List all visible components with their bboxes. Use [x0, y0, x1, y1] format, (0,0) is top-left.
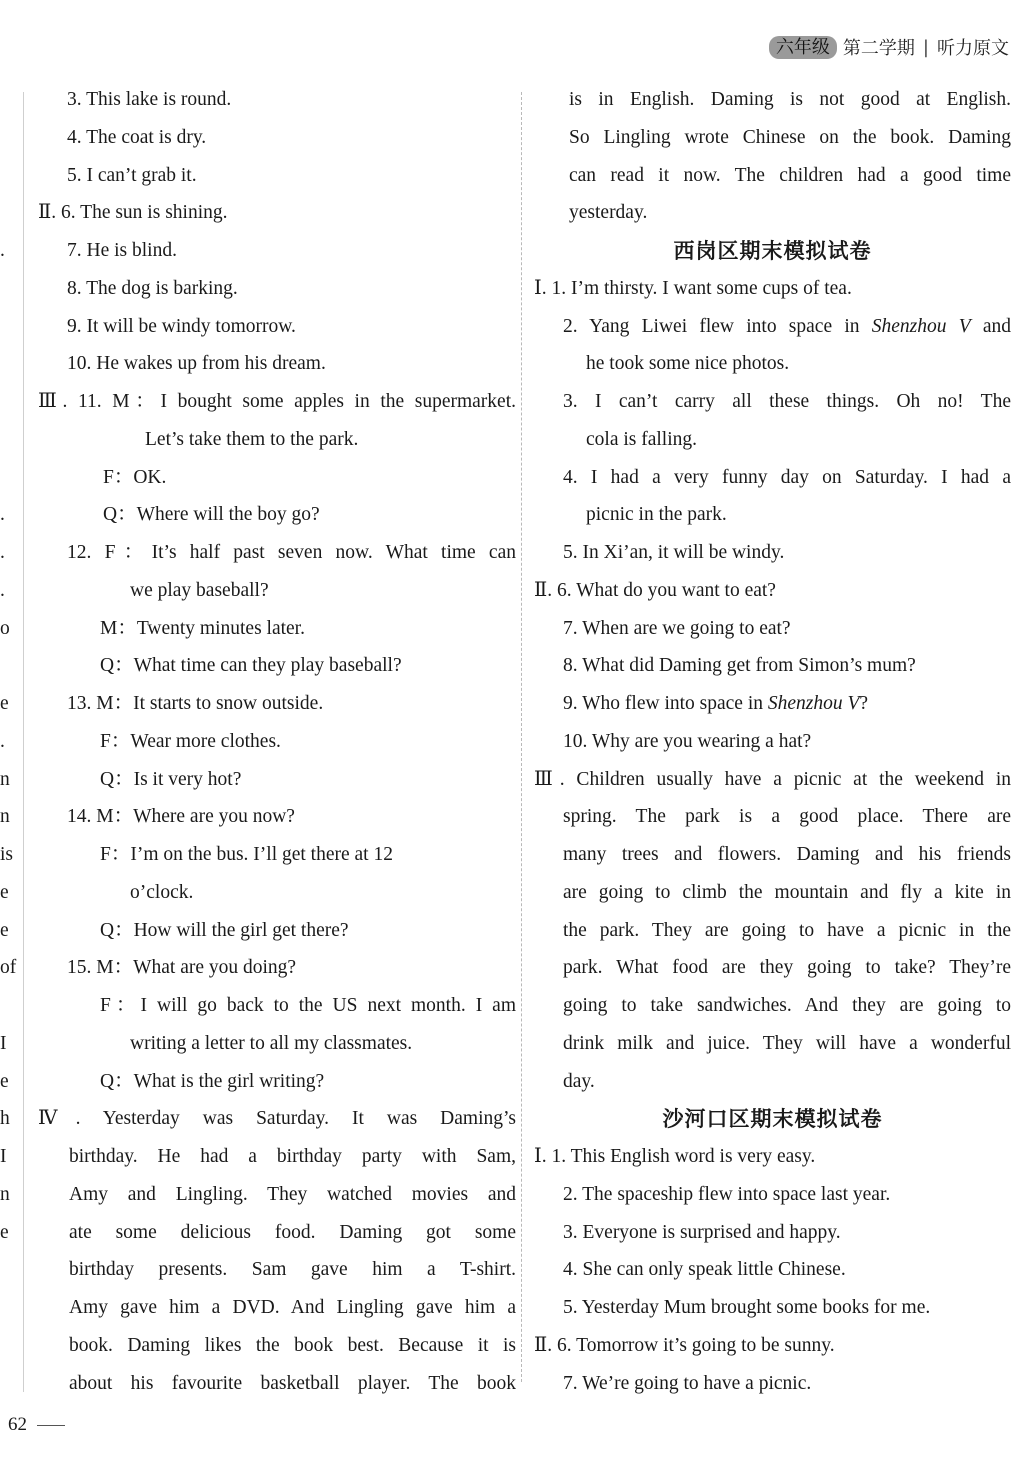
line-text [67, 685, 323, 723]
text-line [534, 685, 1011, 723]
text-line [38, 1365, 516, 1403]
edge-fragment [0, 308, 14, 346]
term-label: 第二学期 [842, 38, 915, 59]
edge-fragment [0, 194, 14, 232]
line-text [67, 949, 296, 987]
line-text-main: 8. What did Daming get from Simon’s mum? [563, 655, 916, 677]
text-line [534, 81, 1011, 119]
edge-fragment: of [0, 957, 17, 979]
line-text [569, 194, 647, 232]
line-text-main: Amy and Lingling. They watched movies and [69, 1183, 516, 1205]
previous-page-edge-fragments [0, 81, 17, 1327]
text-line [534, 270, 1011, 308]
line-text [563, 383, 1011, 421]
line-text [563, 798, 1011, 836]
line-text-main: 9. It will be windy tomorrow. [67, 315, 296, 337]
edge-fragment: o [0, 617, 10, 639]
text-line [38, 572, 516, 610]
line-text [130, 1025, 412, 1063]
line-text [563, 1176, 890, 1214]
line-text [569, 119, 1011, 157]
text-line [38, 421, 516, 459]
line-text [563, 610, 791, 648]
edge-fragment: . [0, 240, 5, 261]
text-line [534, 194, 1011, 232]
edge-fragment [0, 345, 14, 383]
line-text [38, 194, 228, 232]
line-text [100, 836, 393, 874]
column-divider [521, 92, 522, 1382]
line-text [67, 798, 295, 836]
line-text [563, 647, 916, 685]
line-text [67, 308, 296, 346]
line-text [100, 723, 281, 761]
text-line [38, 308, 516, 346]
line-text-main: F：I will go back to the US next month. I am [100, 995, 516, 1016]
line-text [563, 685, 868, 723]
text-line [534, 1365, 1011, 1403]
line-text-main: 5. In Xi’an, it will be windy. [563, 542, 785, 563]
text-line [38, 798, 516, 836]
text-line [38, 232, 516, 270]
line-text-main: 8. The dog is barking. [67, 277, 238, 299]
text-line [534, 157, 1011, 195]
line-text [130, 572, 269, 610]
text-line [534, 1327, 1011, 1365]
line-text-main: Ⅳ. Yesterday was Saturday. It was Daming’s [38, 1108, 516, 1130]
text-line [38, 534, 516, 572]
line-text [69, 1176, 516, 1214]
line-text-main: Q：What time can they play baseball? [100, 655, 402, 677]
header-separator: | [922, 36, 929, 58]
text-line [534, 912, 1011, 950]
grade-badge: 六年级 [769, 36, 837, 59]
line-text-main: F：I’m on the bus. I’ll get there at 12 [100, 844, 393, 865]
edge-fragment [0, 647, 14, 685]
text-line [38, 270, 516, 308]
edge-fragment: n [0, 768, 10, 790]
line-text-main: 7. We’re going to have a picnic. [563, 1372, 812, 1394]
text-line [534, 761, 1011, 799]
line-text [569, 81, 1011, 119]
line-text-main: 12. F：It’s half past seven now. What time can [67, 542, 516, 563]
line-text-main: Ⅲ. Children usually have a picnic at the weekend in [534, 768, 1011, 790]
line-text [534, 761, 1011, 799]
edge-fragment [0, 81, 14, 119]
text-line [38, 81, 516, 119]
line-text-main: 15. M：What are you doing? [67, 957, 297, 979]
line-text [563, 1289, 930, 1327]
line-text-main: he took some nice photos. [586, 353, 790, 375]
text-line [38, 836, 516, 874]
line-text-main: going to take sandwiches. And they are going to [563, 995, 1011, 1016]
text-line [534, 1138, 1011, 1176]
line-text [100, 987, 516, 1025]
text-line [38, 1251, 516, 1289]
line-text-main: many trees and flowers. Daming and his friends [563, 844, 1011, 865]
line-text [563, 987, 1011, 1025]
line-text-main: 4. She can only speak little Chinese. [563, 1259, 846, 1281]
text-line [534, 987, 1011, 1025]
edge-fragment: h [0, 1108, 10, 1130]
right-column [534, 81, 1011, 1402]
edge-fragment: I [0, 1146, 7, 1167]
line-text [534, 1327, 835, 1365]
edge-fragment: . [0, 504, 5, 526]
edge-fragment: e [0, 881, 9, 903]
line-text-main: 10. Why are you wearing a hat? [563, 730, 812, 752]
line-text [100, 1063, 324, 1101]
line-text [534, 572, 776, 610]
line-text-main: o’clock. [130, 881, 194, 903]
line-text-main: 4. The coat is dry. [67, 126, 207, 148]
text-line [534, 610, 1011, 648]
edge-fragment [0, 119, 14, 157]
line-text-main: 5. I can’t grab it. [67, 164, 197, 186]
text-line [38, 912, 516, 950]
line-text [563, 874, 1011, 912]
line-text [563, 836, 1011, 874]
line-text-main: 9. Who flew into space in [563, 693, 768, 714]
edge-fragment [0, 270, 14, 308]
line-text [67, 81, 231, 119]
line-text [67, 157, 197, 195]
line-text [563, 1025, 1011, 1063]
edge-fragment: is [0, 844, 14, 865]
line-text-after: ? [859, 693, 869, 714]
line-text [69, 1214, 516, 1252]
text-line [534, 1025, 1011, 1063]
line-text [563, 1251, 846, 1289]
line-text-main: Q：What is the girl writing? [100, 1070, 325, 1092]
text-line [534, 496, 1011, 534]
text-line [38, 345, 516, 383]
line-text-main: Ⅱ. 6. The sun is shining. [38, 202, 228, 224]
line-text-main: F：OK. [103, 466, 167, 488]
line-text-main: can read it now. The children had a good time [569, 164, 1011, 186]
text-line [38, 685, 516, 723]
text-line [38, 459, 516, 497]
line-text-main: Ⅱ. 6. What do you want to eat? [534, 579, 776, 601]
line-text [563, 1214, 841, 1252]
text-line [38, 1176, 516, 1214]
edge-fragment [0, 1289, 14, 1327]
text-line [38, 1063, 516, 1101]
line-text [100, 610, 305, 648]
line-text-main: F：Wear more clothes. [100, 730, 281, 752]
text-line [534, 723, 1011, 761]
edge-fragment [0, 1251, 14, 1289]
text-line [38, 610, 516, 648]
line-text-main: ate some delicious food. Daming got some [69, 1221, 516, 1243]
edge-fragment: e [0, 919, 9, 941]
line-text-main: Q：Where will the boy go? [103, 504, 320, 526]
edge-fragment: . [0, 730, 5, 752]
line-text-main: spring. The park is a good place. There are [563, 806, 1011, 828]
line-text [100, 912, 349, 950]
text-line [38, 949, 516, 987]
line-text-main: 10. He wakes up from his dream. [67, 353, 326, 375]
line-text-main: 4. I had a very funny day on Saturday. I had a [563, 466, 1011, 488]
edge-fragment [0, 987, 14, 1025]
text-line [38, 383, 516, 421]
line-text [563, 1365, 811, 1403]
line-text [100, 647, 402, 685]
page-header [769, 34, 1009, 60]
line-text-main: Let’s take them to the park. [145, 428, 359, 450]
text-line [38, 987, 516, 1025]
page-number [8, 1414, 65, 1436]
binding-edge-line [23, 92, 24, 1392]
line-text [69, 1138, 516, 1176]
text-line [38, 1214, 516, 1252]
line-text-main: are going to climb the mountain and fly a kite in [563, 881, 1011, 903]
line-text-main: Q：How will the girl get there? [100, 919, 349, 941]
text-line [38, 496, 516, 534]
text-line [534, 1251, 1011, 1289]
line-text-main: 7. When are we going to eat? [563, 617, 791, 639]
edge-fragment: n [0, 1183, 10, 1205]
text-line [38, 157, 516, 195]
text-line [534, 459, 1011, 497]
line-text [586, 421, 697, 459]
text-line [38, 1289, 516, 1327]
line-text [563, 912, 1011, 950]
text-line [38, 119, 516, 157]
edge-fragment [0, 421, 14, 459]
line-text-italic: Shenzhou V [871, 315, 971, 337]
edge-fragment [0, 383, 14, 421]
text-line [534, 308, 1011, 346]
edge-fragment: . [0, 542, 5, 563]
text-line [534, 345, 1011, 383]
line-text-main: Amy gave him a DVD. And Lingling gave him a [69, 1297, 516, 1318]
text-line [38, 1025, 516, 1063]
section-title: 沙河口区期末模拟试卷 [662, 1106, 883, 1132]
text-line [534, 798, 1011, 836]
text-line [38, 1138, 516, 1176]
line-text-main: 3. This lake is round. [67, 89, 232, 110]
line-text-main: M：Twenty minutes later. [100, 617, 305, 639]
line-text [586, 345, 789, 383]
edge-fragment: . [0, 579, 5, 601]
text-line [534, 534, 1011, 572]
line-text-after: and [970, 315, 1011, 337]
text-line [38, 874, 516, 912]
line-text-main: we play baseball? [130, 579, 269, 601]
line-text [103, 459, 166, 497]
line-text-main: park. What food are they going to take? They’re [563, 957, 1011, 979]
text-line [38, 761, 516, 799]
line-text-main: birthday. He had a birthday party with Sam, [69, 1146, 516, 1167]
line-text-main: Ⅲ. 11. M：I bought some apples in the supermarket. [38, 391, 516, 412]
line-text-main: So Lingling wrote Chinese on the book. Daming [569, 126, 1011, 148]
line-text-main: 13. M：It starts to snow outside. [67, 693, 324, 714]
line-text [563, 459, 1011, 497]
line-text [103, 496, 320, 534]
edge-fragment: I [0, 1032, 7, 1054]
line-text-main: writing a letter to all my classmates. [130, 1032, 413, 1054]
line-text [38, 383, 516, 421]
edge-fragment: e [0, 693, 9, 714]
line-text-main: 14. M：Where are you now? [67, 806, 295, 828]
line-text-main: day. [563, 1070, 595, 1092]
line-text [67, 534, 516, 572]
page-number-text: 62 [8, 1414, 27, 1435]
line-text [586, 496, 727, 534]
line-text-main: Q：Is it very hot? [100, 768, 242, 790]
text-line [534, 949, 1011, 987]
line-text-main: 5. Yesterday Mum brought some books for me. [563, 1297, 931, 1318]
line-text [563, 949, 1011, 987]
text-line [534, 874, 1011, 912]
text-line [38, 647, 516, 685]
text-line [38, 723, 516, 761]
line-text-main: Ⅱ. 6. Tomorrow it’s going to be sunny. [534, 1334, 835, 1356]
text-line [38, 194, 516, 232]
line-text [69, 1365, 516, 1403]
line-text-main: Ⅰ. 1. I’m thirsty. I want some cups of tea. [534, 277, 852, 299]
line-text-main: cola is falling. [586, 428, 698, 450]
line-text-main: 2. The spaceship flew into space last year. [563, 1183, 891, 1205]
line-text-main: book. Daming likes the book best. Because it is [69, 1334, 516, 1356]
text-line [534, 1214, 1011, 1252]
line-text [67, 270, 238, 308]
line-text-main: drink milk and juice. They will have a wonderful [563, 1032, 1011, 1054]
line-text [69, 1327, 516, 1365]
edge-fragment [0, 157, 14, 195]
line-text [38, 1100, 516, 1138]
line-text [534, 270, 852, 308]
edge-fragment [0, 459, 14, 497]
line-text [100, 761, 241, 799]
line-text [67, 345, 326, 383]
edge-fragment: e [0, 1070, 9, 1092]
section-title: 西岗区期末模拟试卷 [673, 238, 872, 263]
text-line [38, 1327, 516, 1365]
line-text [67, 119, 206, 157]
page-number-dash [37, 1425, 65, 1426]
line-text [130, 874, 193, 912]
line-text [67, 232, 177, 270]
line-text-main: the park. They are going to have a picnic in the [563, 919, 1011, 941]
text-line [534, 1063, 1011, 1101]
line-text-main: Ⅰ. 1. This English word is very easy. [534, 1146, 816, 1167]
edge-fragment: n [0, 806, 10, 828]
line-text [563, 1063, 595, 1101]
line-text-italic: Shenzhou V [767, 693, 860, 714]
line-text-main: 7. He is blind. [67, 240, 177, 261]
line-text [569, 157, 1011, 195]
line-text [563, 308, 1011, 346]
edge-fragment: e [0, 1221, 9, 1243]
line-text [145, 421, 358, 459]
text-line [534, 383, 1011, 421]
text-line [534, 572, 1011, 610]
line-text-main: 3. I can’t carry all these things. Oh no! The [563, 391, 1011, 412]
line-text [563, 534, 784, 572]
text-line [534, 1289, 1011, 1327]
line-text-main: about his favourite basketball player. The book [69, 1372, 516, 1394]
line-text-main: picnic in the park. [586, 504, 727, 526]
text-line [534, 1176, 1011, 1214]
text-line [534, 836, 1011, 874]
text-line [38, 1100, 516, 1138]
line-text-main: birthday presents. Sam gave him a T-shirt. [69, 1259, 516, 1281]
text-line [534, 421, 1011, 459]
line-text-main: 3. Everyone is surprised and happy. [563, 1221, 841, 1243]
line-text [534, 1138, 815, 1176]
text-line [534, 647, 1011, 685]
section-label: 听力原文 [937, 38, 1009, 59]
line-text-main: 2. Yang Liwei flew into space in [563, 315, 872, 337]
line-text-main: is in English. Daming is not good at English. [569, 89, 1011, 110]
line-text [69, 1289, 516, 1327]
line-text-main: yesterday. [569, 202, 648, 224]
left-column [38, 81, 516, 1402]
text-line [534, 119, 1011, 157]
line-text [563, 723, 811, 761]
line-text [69, 1251, 516, 1289]
